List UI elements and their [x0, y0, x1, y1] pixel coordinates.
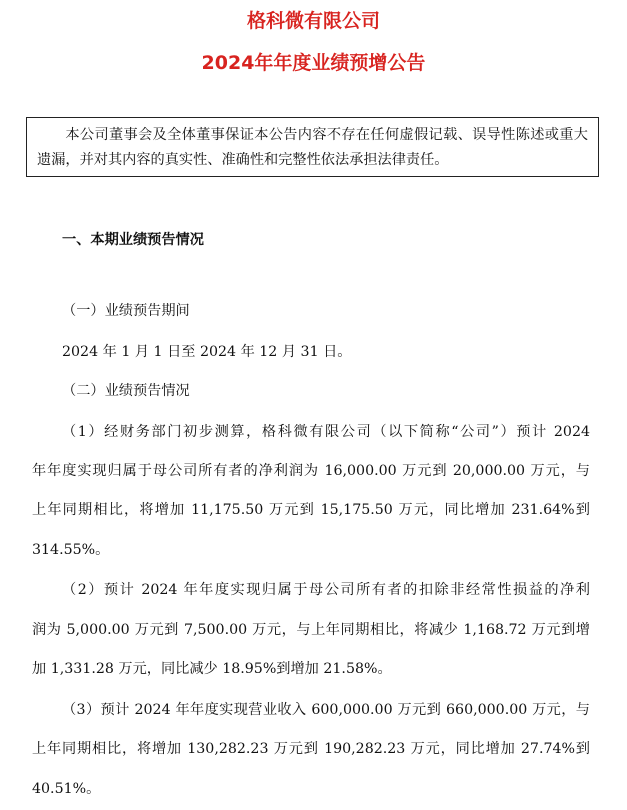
paragraph-line: 加 1,331.28 万元，同比减少 18.95%到增加 21.58%。: [32, 661, 392, 677]
subsection-period-heading: （一）业绩预告期间: [62, 303, 190, 319]
paragraph-line: 上年同期相比，将增加 130,282.23 万元到 190,282.23 万元，同比增加 27.74%到: [32, 741, 590, 757]
company-name: 格科微有限公司: [246, 10, 380, 32]
paragraph-line: 年年度实现归属于母公司所有者的净利润为 16,000.00 万元到 20,000.00 万元，与: [32, 463, 590, 479]
paragraph-line: 上年同期相比，将增加 11,175.50 万元到 15,175.50 万元，同比增加 231.64%到: [32, 502, 590, 518]
section-heading: 一、本期业绩预告情况: [62, 232, 204, 248]
paragraph-line: （3）预计 2024 年年度实现营业收入 600,000.00 万元到 660,000.00 万元，与: [62, 702, 590, 718]
paragraph-line: 40.51%。: [32, 781, 101, 797]
board-statement-box: 本公司董事会及全体董事保证本公告内容不存在任何虚假记载、误导性陈述或重大遗漏，并对其内容的真实性、准确性和完整性依法承担法律责任。: [26, 117, 599, 177]
announcement-title: 2024年年度业绩预增公告: [201, 52, 426, 74]
period-text: 2024 年 1 月 1 日至 2024 年 12 月 31 日。: [62, 344, 352, 360]
paragraph-line: 314.55%。: [32, 542, 110, 558]
paragraph-line: （2）预计 2024 年年度实现归属于母公司所有者的扣除非经常性损益的净利: [62, 582, 590, 598]
paragraph-line: （1）经财务部门初步测算，格科微有限公司（以下简称“公司”）预计 2024: [62, 424, 590, 440]
paragraph-line: 润为 5,000.00 万元到 7,500.00 万元，与上年同期相比，将减少 1,168.72 万元到增: [32, 622, 590, 638]
subsection-forecast-heading: （二）业绩预告情况: [62, 383, 190, 399]
